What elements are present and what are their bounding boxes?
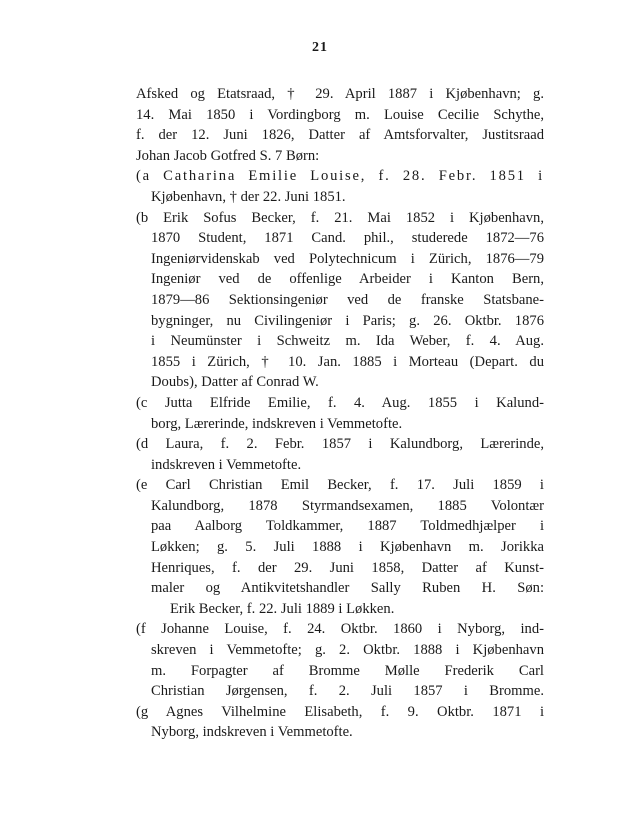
text-line: indskreven i Vemmetofte. xyxy=(151,456,302,473)
text-line: Henriques, f. der 29. Juni 1858, Datter af Kunst- xyxy=(151,559,544,576)
text-line: Afsked og Etatsraad, † 29. April 1887 i Kjøbenhavn; g. xyxy=(136,86,544,102)
text-line: Erik Becker, f. 22. Juli 1889 i Løkken. xyxy=(170,600,395,617)
text-line: paa Aalborg Toldkammer, 1887 Toldmedhjælper i xyxy=(151,518,544,535)
text-line: 1879—86 Sektionsingeniør ved de franske Statsbane- xyxy=(151,291,544,308)
text-line: 1870 Student, 1871 Cand. phil., studerede 1872—76 xyxy=(151,230,544,247)
text-line: 1855 i Zürich, † 10. Jan. 1885 i Morteau (Depart. du xyxy=(151,353,544,370)
text-line: (d Laura, f. 2. Febr. 1857 i Kalundborg, Lærerinde, xyxy=(136,436,544,453)
text-line: (e Carl Christian Emil Becker, f. 17. Juli 1859 i xyxy=(136,477,544,494)
text-line: i Neumünster i Schweitz m. Ida Weber, f. 4. Aug. xyxy=(151,333,544,350)
text-line: bygninger, nu Civilingeniør i Paris; g. 26. Oktbr. 1876 xyxy=(151,312,544,329)
text-line: Johan Jacob Gotfred S. 7 Børn: xyxy=(136,147,320,164)
page-number: 21 xyxy=(312,40,328,55)
text-line: Ingeniørvidenskab ved Polytechnicum i Zürich, 1876—79 xyxy=(151,250,544,267)
text-line: Ingeniør ved de offenlige Arbeider i Kanton Bern, xyxy=(151,271,544,288)
text-line: Løkken; g. 5. Juli 1888 i Kjøbenhavn m. Jorikka xyxy=(151,539,544,556)
text-line: (c Jutta Elfride Emilie, f. 4. Aug. 1855 i Kalund- xyxy=(136,394,544,411)
text-line: f. der 12. Juni 1826, Datter af Amtsforvalter, Justitsraad xyxy=(136,127,544,144)
text-line: (a Catharina Emilie Louise, f. 28. Febr. 1851 i xyxy=(136,168,544,185)
text-line: m. Forpagter af Bromme Mølle Frederik Carl xyxy=(151,662,544,679)
text-line: (b Erik Sofus Becker, f. 21. Mai 1852 i Kjøbenhavn, xyxy=(136,209,544,226)
text-line: skreven i Vemmetofte; g. 2. Oktbr. 1888 i Kjøbenhavn xyxy=(151,642,544,659)
text-line: 14. Mai 1850 i Vordingborg m. Louise Cecilie Schythe, xyxy=(136,106,544,123)
text-line: Kjøbenhavn, † der 22. Juni 1851. xyxy=(151,188,346,205)
text-line: Nyborg, indskreven i Vemmetofte. xyxy=(151,724,353,741)
text-line: borg, Lærerinde, indskreven i Vemmetofte. xyxy=(151,415,403,432)
text-line: Doubs), Datter af Conrad W. xyxy=(151,374,319,391)
text-line: Christian Jørgensen, f. 2. Juli 1857 i Bromme. xyxy=(151,683,544,700)
text-line: (f Johanne Louise, f. 24. Oktbr. 1860 i Nyborg, ind- xyxy=(136,621,544,638)
text-line: (g Agnes Vilhelmine Elisabeth, f. 9. Oktbr. 1871 i xyxy=(136,703,544,720)
text-line: Kalundborg, 1878 Styrmandsexamen, 1885 Volontær xyxy=(151,497,544,514)
text-line: maler og Antikvitetshandler Sally Ruben H. Søn: xyxy=(151,580,544,597)
text-body xyxy=(136,84,544,743)
